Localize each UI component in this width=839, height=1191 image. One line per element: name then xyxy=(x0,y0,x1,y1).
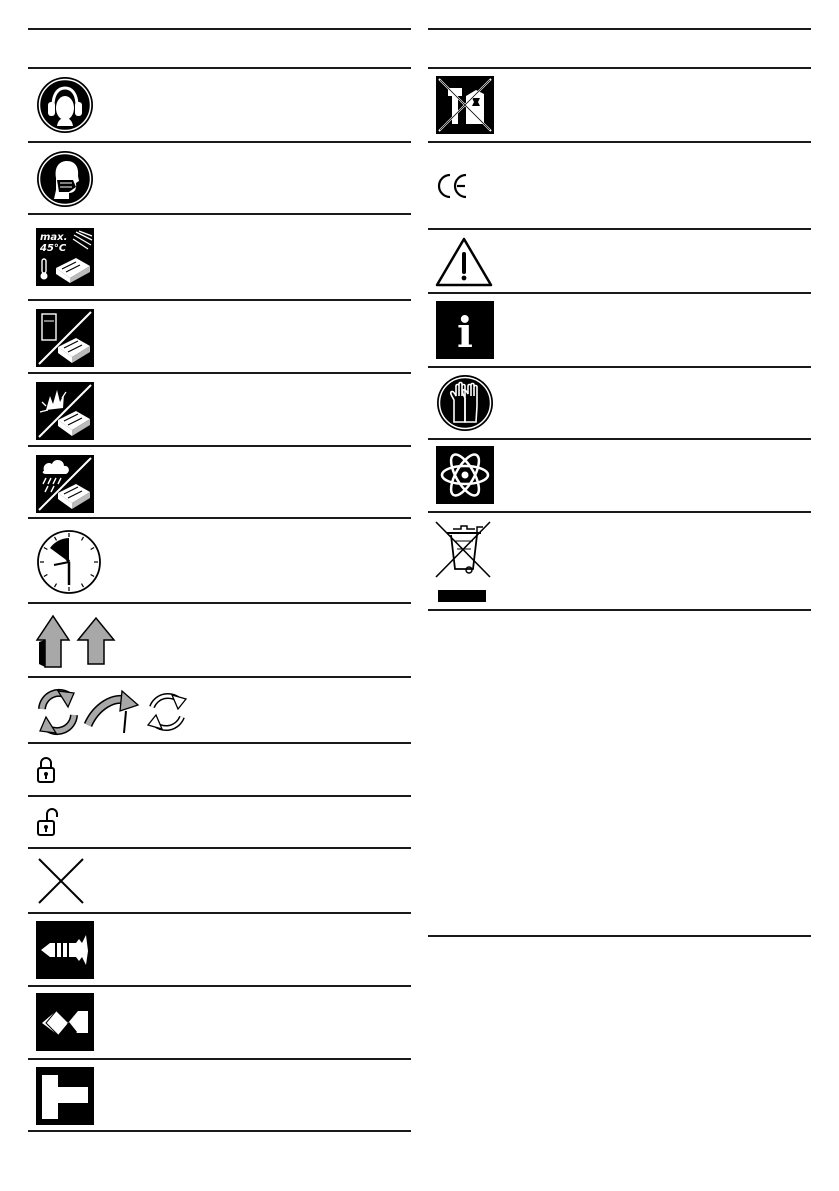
divider xyxy=(28,372,411,374)
divider xyxy=(28,213,411,215)
information-letter: i xyxy=(457,308,473,357)
no-rain-battery-icon xyxy=(36,455,94,513)
dust-mask-icon xyxy=(36,150,94,208)
divider xyxy=(428,511,811,513)
divider xyxy=(428,366,811,368)
max-label: max. xyxy=(40,232,68,243)
divider xyxy=(28,67,411,69)
no-fire-battery-icon xyxy=(36,382,94,440)
divider xyxy=(428,67,811,69)
divider xyxy=(28,141,411,143)
divider xyxy=(428,292,811,294)
divider xyxy=(28,517,411,519)
divider xyxy=(428,141,811,143)
hammer-icon xyxy=(36,1067,94,1125)
battery-max-temperature-icon xyxy=(36,228,94,286)
divider xyxy=(28,299,411,301)
divider xyxy=(28,742,411,744)
cross-mark-icon xyxy=(36,856,86,906)
divider xyxy=(28,445,411,447)
divider xyxy=(28,676,411,678)
divider xyxy=(428,228,811,230)
screw-fixing-icon xyxy=(36,921,94,979)
ce-mark-icon xyxy=(436,172,470,200)
divider xyxy=(428,438,811,440)
lock-open-icon xyxy=(36,807,58,837)
atom-icon xyxy=(436,446,494,504)
divider xyxy=(428,28,811,30)
divider xyxy=(28,847,411,849)
divider xyxy=(28,1058,411,1060)
divider xyxy=(28,602,411,604)
divider xyxy=(28,795,411,797)
divider xyxy=(428,935,811,937)
clock-icon xyxy=(36,529,102,595)
divider xyxy=(28,985,411,987)
ear-protection-icon xyxy=(36,76,94,134)
divider xyxy=(28,1130,411,1132)
divider xyxy=(428,609,811,611)
warning-triangle-icon xyxy=(434,236,494,288)
divider xyxy=(28,28,411,30)
weee-crossed-bin-icon xyxy=(433,519,495,605)
no-battery-disposal-icon xyxy=(436,76,494,134)
lock-closed-icon xyxy=(36,756,56,784)
upward-arrows-icon xyxy=(34,612,120,668)
divider xyxy=(28,912,411,914)
temperature-label: 45°C xyxy=(40,243,67,254)
protective-gloves-icon xyxy=(436,374,494,432)
information-icon xyxy=(436,301,494,359)
chisel-icon xyxy=(36,993,94,1051)
rotation-arrows-icon xyxy=(34,687,190,737)
no-water-battery-icon xyxy=(36,309,94,367)
